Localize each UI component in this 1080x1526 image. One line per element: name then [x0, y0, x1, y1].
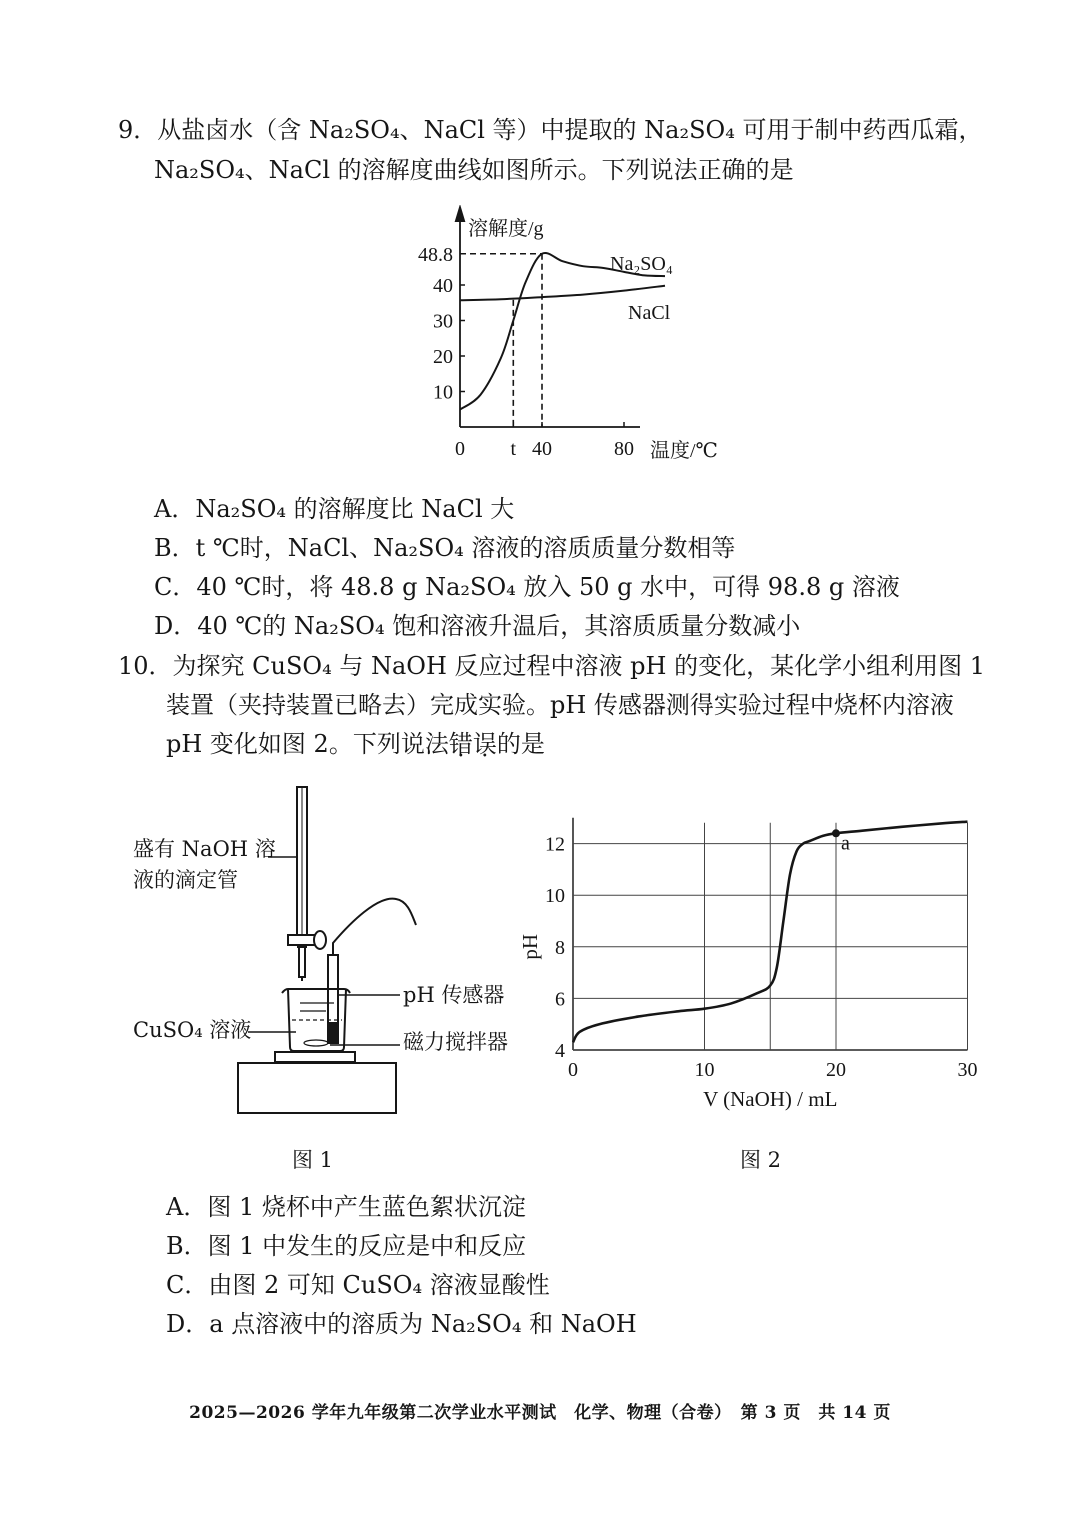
q10-emphasis-char-1: 错 — [448, 730, 473, 758]
y-tick-label: 8 — [555, 936, 565, 959]
q10-stem-text-1: 为探究 CuSO₄ 与 NaOH 反应过程中溶液 pH 的变化，某化学小组利用图 1 — [172, 652, 985, 680]
solution-label: CuSO₄ 溶液 — [133, 1018, 252, 1042]
q10-number: 10． — [118, 652, 173, 680]
q10-emphasis-char-2: 误 — [472, 730, 497, 758]
x-axis-label: 温度/℃ — [650, 440, 718, 462]
y-axis-label: 溶解度/g — [468, 218, 544, 240]
y-tick-label: 10 — [545, 885, 565, 908]
stirrer-plate — [275, 1052, 355, 1062]
x-axis-label: V (NaOH) / mL — [703, 1087, 838, 1111]
na2so4-curve — [460, 253, 665, 410]
burette-label-line2: 液的滴定管 — [133, 868, 238, 892]
sensor-label: pH 传感器 — [403, 983, 505, 1007]
beaker — [282, 989, 350, 1051]
q10-option-d-text: a 点溶液中的溶质为 Na₂SO₄ 和 NaOH — [209, 1310, 637, 1338]
burette — [288, 787, 326, 981]
q10-option-c-text: 由图 2 可知 CuSO₄ 溶液显酸性 — [208, 1271, 550, 1299]
point-a — [832, 829, 840, 837]
q9-number: 9． — [118, 116, 158, 144]
y-axis-label: pH — [518, 933, 542, 960]
q9-option-c[interactable] — [154, 572, 900, 602]
q10-stem-line2: 装置（夹持装置已略去）完成实验。pH 传感器测得实验过程中烧杯内溶液 — [166, 691, 954, 719]
q9-option-b-text: t ℃时，NaCl、Na₂SO₄ 溶液的溶质质量分数相等 — [195, 534, 736, 562]
y-tick-label: 48.8 — [418, 243, 453, 266]
q9-stem-text-1: 从盐卤水（含 Na₂SO₄、NaCl 等）中提取的 Na₂SO₄ 可用于制中药西瓜霜， — [157, 116, 983, 144]
q10-option-b[interactable] — [166, 1231, 526, 1261]
q10-stem-line3-suffix: 的是 — [496, 730, 545, 758]
point-a-label: a — [841, 832, 850, 855]
stirrer-label: 磁力搅拌器 — [403, 1030, 508, 1054]
x-tick-label: 0 — [455, 438, 465, 460]
q9-option-b[interactable] — [154, 533, 735, 563]
x-tick-label: t — [510, 438, 517, 460]
q10-option-b-label: B． — [166, 1232, 208, 1260]
q9-option-c-text: 40 ℃时，将 48.8 g Na₂SO₄ 放入 50 g 水中，可得 98.8 g 溶液 — [196, 573, 900, 601]
q10-option-a[interactable] — [166, 1192, 526, 1222]
q9-option-d-text: 40 ℃的 Na₂SO₄ 饱和溶液升温后，其溶质质量分数减小 — [197, 612, 801, 640]
nacl-series-label: NaCl — [628, 302, 671, 324]
q10-stem-line3-prefix: pH 变化如图 2。下列说法 — [166, 730, 449, 758]
figure1-apparatus — [120, 775, 540, 1125]
y-tick-label: 12 — [545, 833, 565, 856]
x-tick-label: 10 — [694, 1059, 715, 1081]
stirrer-base — [238, 1063, 396, 1113]
q10-option-a-label: A． — [166, 1193, 208, 1221]
ph-sensor — [328, 899, 416, 1043]
q10-option-c-label: C． — [166, 1271, 209, 1299]
q9-option-a-text: Na₂SO₄ 的溶解度比 NaCl 大 — [195, 495, 515, 523]
x-tick-label: 30 — [957, 1059, 978, 1081]
y-tick-label: 4 — [555, 1040, 565, 1062]
y-tick-label: 40 — [433, 275, 453, 297]
q10-option-d-label: D． — [166, 1310, 210, 1338]
y-tick-label: 20 — [433, 346, 453, 368]
q10-option-a-text: 图 1 烧杯中产生蓝色絮状沉淀 — [207, 1193, 526, 1221]
figure1-caption: 图 1 — [292, 1148, 334, 1172]
q9-option-b-label: B． — [154, 534, 196, 562]
x-tick-label: 0 — [568, 1059, 578, 1081]
na2so4-series-label: Na₂SO₄ — [610, 253, 673, 275]
y-tick-label: 30 — [433, 310, 453, 333]
q10-option-b-text: 图 1 中发生的反应是中和反应 — [207, 1232, 527, 1260]
solubility-chart — [400, 205, 740, 465]
q9-stem-line1 — [118, 115, 982, 145]
y-tick-label: 6 — [555, 988, 565, 1011]
x-tick-label: 80 — [614, 438, 634, 460]
page-footer: 2025—2026 学年九年级第二次学业水平测试 化学、物理（合卷） 第 3 页 共 14 页 — [189, 1403, 891, 1423]
q10-stem-line1 — [118, 651, 985, 681]
ph-chart — [510, 780, 980, 1120]
q9-option-a[interactable] — [154, 494, 514, 524]
q10-option-d[interactable] — [166, 1309, 637, 1339]
nacl-curve — [460, 286, 665, 301]
q9-stem-line2: Na₂SO₄、NaCl 的溶解度曲线如图所示。下列说法正确的是 — [154, 156, 794, 184]
q10-stem-line3 — [166, 729, 545, 759]
figure2-caption: 图 2 — [740, 1148, 782, 1172]
q9-option-c-label: C． — [154, 573, 197, 601]
q9-option-d[interactable] — [154, 611, 800, 641]
burette-label-line1: 盛有 NaOH 溶 — [133, 837, 276, 861]
x-tick-label: 40 — [532, 438, 552, 460]
x-tick-label: 20 — [826, 1059, 846, 1081]
y-tick-label: 10 — [433, 381, 453, 404]
q10-option-c[interactable] — [166, 1270, 550, 1300]
q9-option-d-label: D． — [154, 612, 198, 640]
q9-option-a-label: A． — [154, 495, 196, 523]
